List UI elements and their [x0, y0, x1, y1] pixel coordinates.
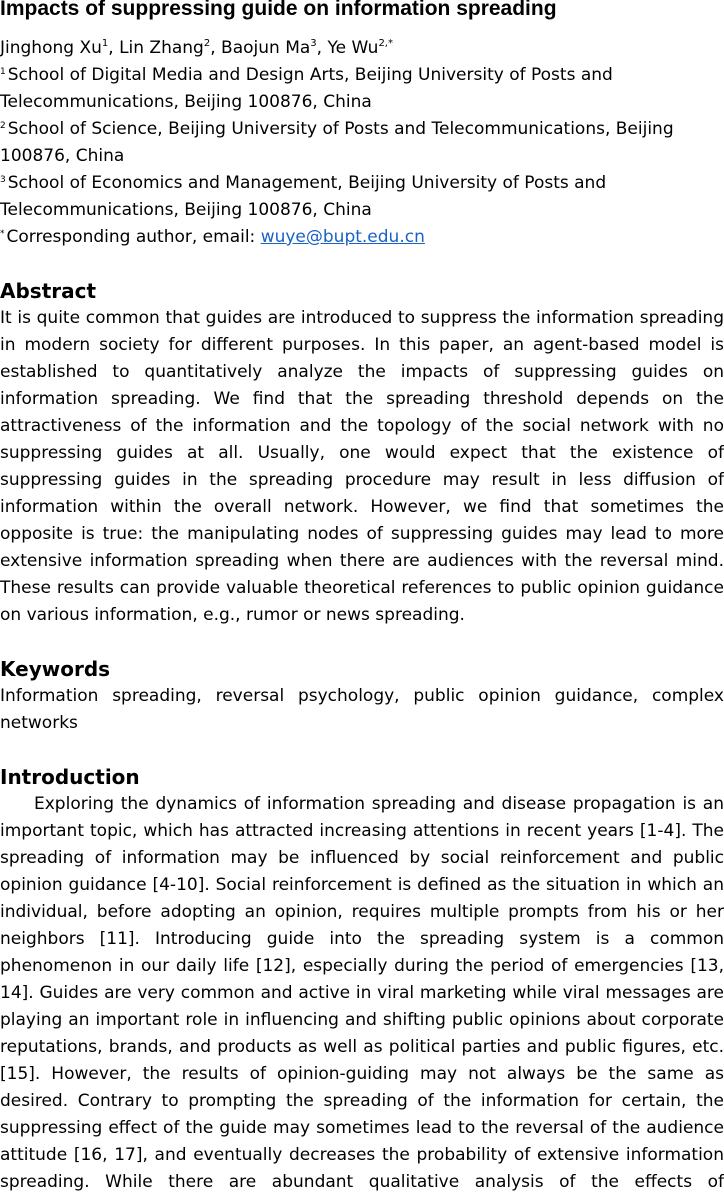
author-affiliation-mark: 1 [101, 38, 109, 49]
introduction-text: Exploring the dynamics of information spreading and disease propagation is an important topic, which has attracted increasing attentions in recent years [1-4]. The spreading of information may be influenced by social reinforcement and public opinion guidance [4-10]. Social reinforcement is defined as the situation in which an individual, before adopting an opinion, requires multiple prompts from his or her neighbors [11]. Introducing guide into the spreading system is a common phenomenon in our daily life [12], especially during the period of emergencies [13, 14]. Guides are very common and active in viral marketing while viral messages are playing an important role in influencing and shifting public opinions about corporate reputations, brands, and products as well as political parties and public figures, etc. [15]. However, the results of opinion-guiding may not always be the same as desired. Contrary to prompting the spreading of the information for certain, the suppressing effect of the guide may sometimes lead to the reversal of the audience attitude [16, 17], and eventually decreases the probability of extensive information spreading. While there are abundant qualitative analysis of the effects of [0, 794, 724, 1192]
author-name: Ye Wu [327, 38, 379, 58]
author-separator: , [108, 38, 120, 58]
author-separator: , [210, 38, 222, 58]
section-spacer [0, 251, 724, 278]
abstract-text: It is quite common that guides are introduced to suppress the information spreading in modern society for different purposes. In this paper, an agent-based model is established to quantitatively analyze the impacts of suppressing guides on information spreading. We find that the spreading threshold depends on the attractiveness of the information and the topology of the social network with no suppressing guides at all. Usually, one would expect that the existence of suppressing guides in the spreading procedure may result in less diffusion of information within the overall network. However, we find that sometimes the opposite is true: the manipulating nodes of suppressing guides may lead to more extensive information spreading when there are audiences with the reversal mind. These results can provide valuable theoretical references to public opinion guidance on various information, e.g., rumor or news spreading. [0, 308, 724, 625]
affiliation-text: School of Economics and Management, Beijing University of Posts and Telecommunications, Beijing 100876, China [0, 173, 607, 220]
author-name: Lin Zhang [119, 38, 204, 58]
affiliation-mark: 2 [0, 121, 6, 131]
affiliation-mark: 3 [0, 175, 6, 185]
affiliation-text: School of Digital Media and Design Arts, Beijing University of Posts and Telecommunications, Beijing 100876, China [0, 65, 613, 112]
introduction-heading: Introduction [0, 765, 140, 789]
corresponding-author [0, 224, 724, 251]
author-affiliation-mark: 2,* [378, 38, 393, 49]
affiliation-mark: 1 [0, 67, 6, 77]
author-affiliation-mark: 2 [203, 38, 211, 49]
paper-title: Impacts of suppressing guide on information spreading [0, 0, 557, 20]
affiliation [0, 170, 724, 224]
author-affiliation-mark: 3 [310, 38, 317, 49]
corresponding-label: Corresponding author, email: [6, 227, 261, 247]
abstract-heading: Abstract [0, 279, 97, 303]
author-name: Jinghong Xu [0, 38, 102, 58]
affiliation [0, 62, 724, 116]
author-list [0, 35, 724, 62]
section-spacer [0, 737, 724, 764]
author-separator: , [316, 38, 328, 58]
affiliation-text: School of Science, Beijing University of Posts and Telecommunications, Beijing 100876, China [0, 119, 674, 166]
keywords-text: Information spreading, reversal psychology, public opinion guidance, complex networks [0, 686, 724, 733]
author-name: Baojun Ma [221, 38, 311, 58]
section-spacer [0, 629, 724, 656]
keywords-heading: Keywords [0, 657, 111, 681]
affiliation [0, 116, 724, 170]
email-link[interactable]: wuye@bupt.edu.cn [260, 227, 425, 247]
corresponding-mark: * [0, 229, 5, 239]
